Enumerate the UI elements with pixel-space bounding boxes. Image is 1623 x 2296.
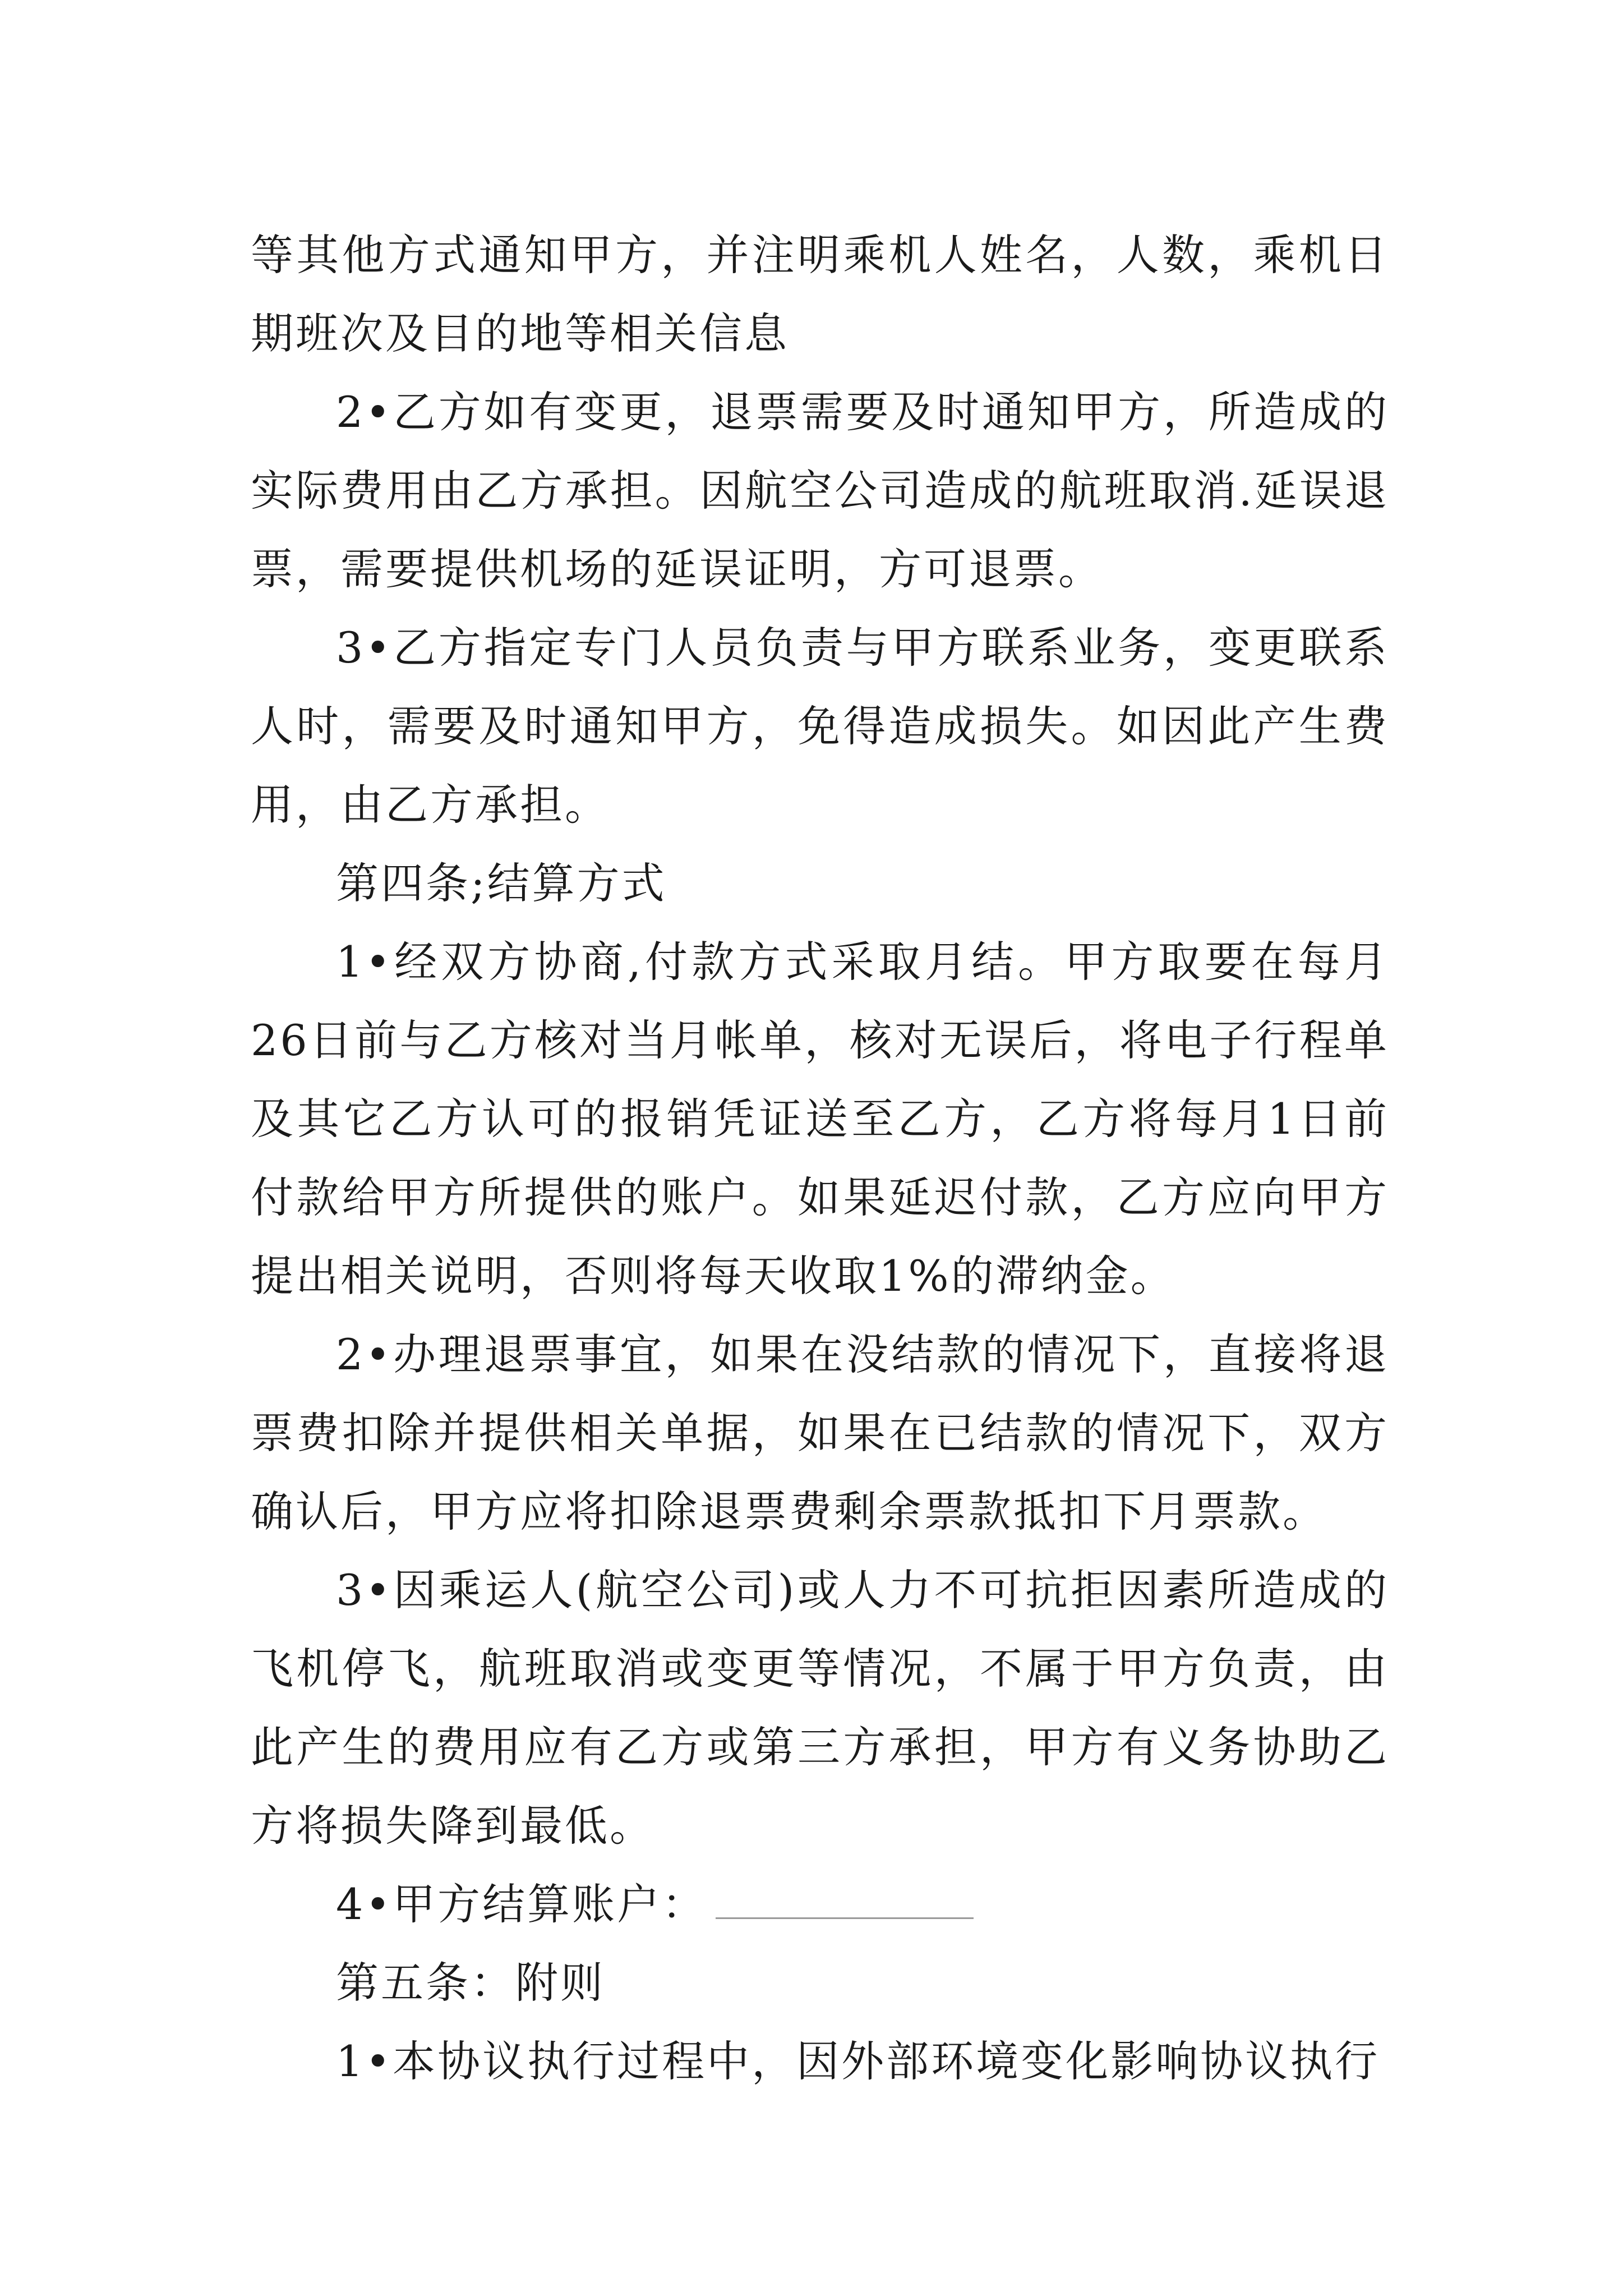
- paragraph-force-majeure: [251, 1551, 1389, 1865]
- paragraph-supplementary-1: [251, 2022, 1389, 2101]
- paragraph-text: 等其他方式通知甲方，并注明乘机人姓名，人数，乘机日期班次及目的地等相关信息: [251, 230, 1389, 358]
- paragraph-text: 2•乙方如有变更，退票需要及时通知甲方，所造成的实际费用由乙方承担。因航空公司造成的航班取消.延误退票，需要提供机场的延误证明，方可退票。: [251, 387, 1389, 594]
- paragraph-change-refund: [251, 373, 1389, 609]
- paragraph-text: 3•乙方指定专门人员负责与甲方联系业务，变更联系人时，需要及时通知甲方，免得造成损失。如因此产生费用，由乙方承担。: [251, 623, 1389, 830]
- paragraph-settlement-account: [251, 1865, 1389, 1944]
- paragraph-text: 3•因乘运人(航空公司)或人力不可抗拒因素所造成的飞机停飞，航班取消或变更等情况，不属于甲方负责，由此产生的费用应有乙方或第三方承担，甲方有义务协助乙方将损失降到最低。: [251, 1565, 1389, 1851]
- paragraph-contact-person: [251, 609, 1389, 844]
- paragraph-notify-continuation: [251, 216, 1389, 373]
- account-blank-line: [716, 1915, 974, 1919]
- heading-text: 第五条：附则: [336, 1958, 605, 2008]
- section-heading-settlement: [251, 844, 1389, 923]
- heading-text: 第四条;结算方式: [336, 858, 667, 908]
- paragraph-text: 1•经双方协商,付款方式采取月结。甲方取要在每月26日前与乙方核对当月帐单，核对无误后，将电子行程单及其它乙方认可的报销凭证送至乙方，乙方将每月1日前付款给甲方所提供的账户。如果延迟付款，乙方应向甲方提出相关说明，否则将每天收取1%的滞纳金。: [251, 937, 1389, 1301]
- section-heading-supplementary: [251, 1944, 1389, 2022]
- paragraph-monthly-settlement: [251, 923, 1389, 1315]
- paragraph-text: 4•甲方结算账户：: [336, 1879, 707, 1929]
- document-body: [251, 216, 1389, 2101]
- paragraph-refund-handling: [251, 1315, 1389, 1551]
- paragraph-text: 1•本协议执行过程中，因外部环境变化影响协议执行: [336, 2036, 1380, 2086]
- paragraph-text: 2•办理退票事宜，如果在没结款的情况下，直接将退票费扣除并提供相关单据，如果在已结款的情况下，双方确认后，甲方应将扣除退票费剩余票款抵扣下月票款。: [251, 1329, 1389, 1536]
